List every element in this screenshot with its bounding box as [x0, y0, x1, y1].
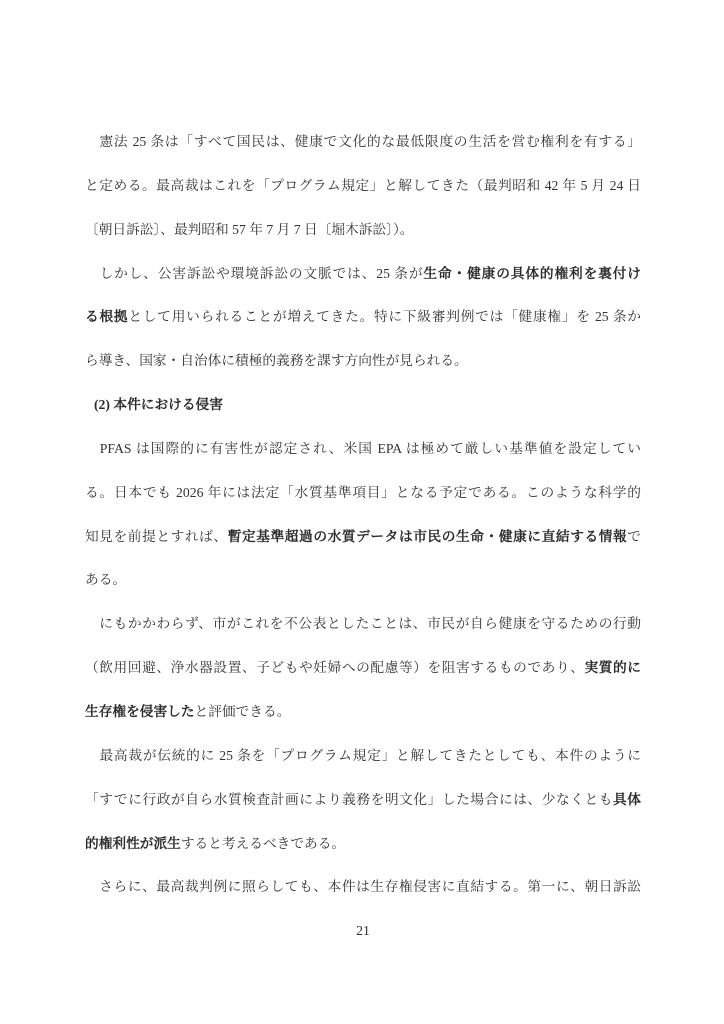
text-segment: と評価できる。 — [194, 703, 291, 719]
text-line — [85, 427, 641, 471]
text-segment: ら導き、国家・自治体に積極的義務を課す方向性が見られる。 — [85, 353, 468, 369]
text-line — [85, 295, 641, 339]
text-line — [85, 252, 641, 296]
text-segment: しかし、公害訴訟や環境訴訟の文脈では、25 条が — [85, 265, 424, 281]
text-segment: 最高裁が伝統的に 25 条を「プログラム規定」と解してきたとしても、本件のように — [85, 747, 641, 763]
text-segment: 「すでに行政が自ら水質検査計画により義務を明文化」した場合には、少なくとも — [85, 791, 614, 807]
section-heading — [85, 383, 641, 427]
text-line — [85, 339, 641, 383]
bold-text-segment: 具体 — [613, 791, 641, 807]
text-segment: ある。 — [85, 572, 127, 588]
bold-text-segment: 実質的に — [584, 660, 641, 676]
text-block — [85, 120, 641, 953]
text-line — [85, 120, 641, 164]
bold-text-segment: る根拠 — [85, 309, 129, 325]
text-line — [85, 164, 641, 208]
text-line — [85, 558, 641, 602]
text-line — [85, 471, 641, 515]
bold-text-segment: 生命・健康の具体的権利を裏付け — [423, 265, 641, 281]
text-segment: さらに、最高裁判例に照らしても、本件は生存権侵害に直結する。第一に、朝日訴訟 — [85, 879, 641, 895]
bold-text-segment: 生存権を侵害した — [85, 703, 195, 719]
page-number: 21 — [356, 923, 370, 939]
text-segment: 〔朝日訴訟〕、最判昭和 57 年 7 月 7 日〔堀木訴訟〕）。 — [85, 221, 414, 237]
bold-text-segment: (2) 本件における侵害 — [94, 397, 223, 413]
text-line — [85, 865, 641, 909]
text-segment: る。日本でも 2026 年には法定「水質基準項目」となる予定である。このような科学的 — [85, 484, 641, 500]
text-line — [85, 515, 641, 559]
text-line — [85, 646, 641, 690]
text-segment: 憲法 25 条は「すべて国民は、健康で文化的な最低限度の生活を営む権利を有する」 — [85, 134, 641, 149]
text-segment: すると考えるべきである。 — [180, 835, 346, 851]
text-segment: にもかかわらず、市がこれを不公表としたことは、市民が自ら健康を守るための行動 — [85, 616, 641, 632]
text-line — [85, 690, 641, 734]
text-line — [85, 208, 641, 252]
text-line — [85, 602, 641, 646]
body-text — [85, 120, 641, 909]
text-segment: 知見を前提とすれば、 — [85, 528, 228, 544]
text-segment: として用いられることが増えてきた。特に下級審判例では「健康権」を 25 条か — [128, 309, 641, 325]
text-segment: で — [627, 528, 641, 544]
text-line — [85, 822, 641, 866]
bold-text-segment: 的権利性が派生 — [85, 835, 181, 851]
text-segment: （飲用回避、浄水器設置、子どもや妊婦への配慮等）を阻害するものであり、 — [85, 660, 585, 676]
bold-text-segment: 暫定基準超過の水質データは市民の生命・健康に直結する情報 — [227, 528, 628, 544]
text-line — [85, 778, 641, 822]
text-segment: PFAS は国際的に有害性が認定され、米国 EPA は極めて厳しい基準値を設定してい — [85, 440, 641, 456]
text-segment: と定める。最高裁はこれを「プログラム規定」と解してきた（最判昭和 42 年 5 月 24 日 — [85, 177, 641, 193]
text-line — [85, 734, 641, 778]
